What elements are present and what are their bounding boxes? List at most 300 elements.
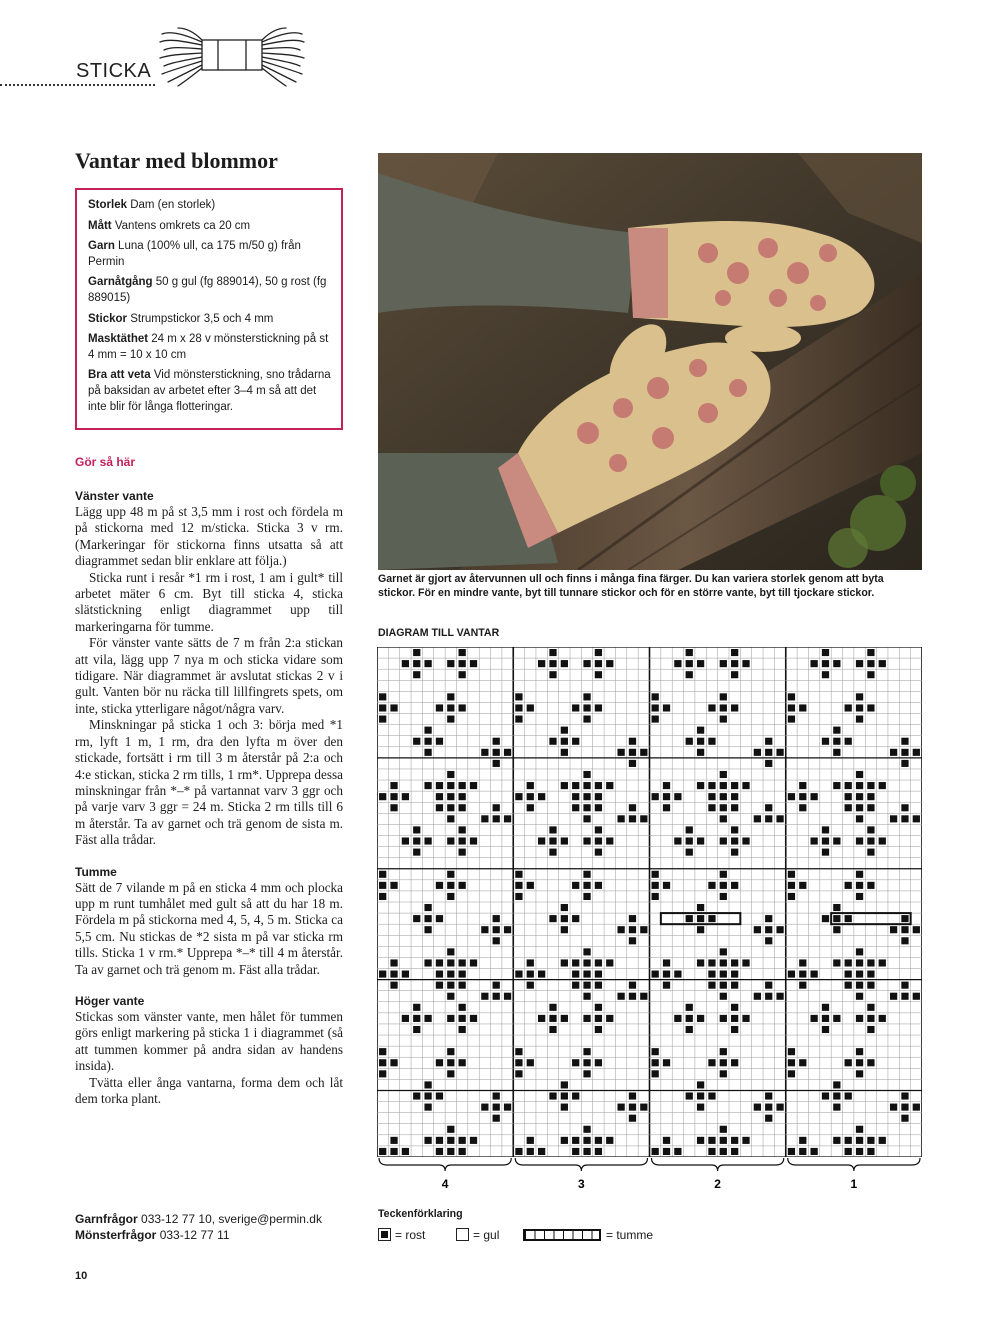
chart-stitch-rost (583, 982, 590, 989)
chart-stitch-rost (708, 882, 715, 889)
chart-stitch-rost (856, 1048, 863, 1055)
chart-stitch-rost (731, 1004, 738, 1011)
chart-stitch-rost (459, 649, 466, 656)
chart-stitch-rost (731, 971, 738, 978)
chart-stitch-rost (697, 660, 704, 667)
chart-stitch-rost (765, 815, 772, 822)
chart-stitch-rost (447, 793, 454, 800)
chart-stitch-rost (788, 893, 795, 900)
chart-stitch-rost (595, 1004, 602, 1011)
chart-stitch-rost (629, 815, 636, 822)
chart-stitch-rost (913, 815, 920, 822)
chart-stitch-rost (663, 704, 670, 711)
chart-stitch-rost (595, 1148, 602, 1155)
chart-stitch-rost (470, 660, 477, 667)
chart-stitch-rost (515, 893, 522, 900)
chart-stitch-rost (833, 738, 840, 745)
chart-stitch-rost (731, 959, 738, 966)
chart-stitch-rost (901, 815, 908, 822)
chart-stitch-rost (845, 1137, 852, 1144)
legend-item-gul (456, 1227, 499, 1242)
chart-stitch-rost (424, 904, 431, 911)
chart-stitch-rost (572, 738, 579, 745)
chart-stitch-rost (527, 882, 534, 889)
chart-stitch-rost (436, 882, 443, 889)
chart-stitch-rost (470, 782, 477, 789)
paragraph: Sticka runt i resår *1 rm i rost, 1 am i gult* till arbetet mäter 6 cm. Byt till sticka 4, sticka slätstickning enligt diagrammet upp till markeringarna för tumme. (75, 569, 343, 634)
chart-stitch-rost (629, 760, 636, 767)
chart-stitch-rost (379, 1070, 386, 1077)
chart-stitch-rost (527, 804, 534, 811)
chart-stitch-rost (697, 738, 704, 745)
chart-stitch-rost (708, 1137, 715, 1144)
chart-stitch-rost (856, 1059, 863, 1066)
chart-stitch-rost (845, 882, 852, 889)
chart-stitch-rost (459, 1026, 466, 1033)
chart-stitch-rost (845, 959, 852, 966)
chart-stitch-rost (720, 1126, 727, 1133)
chart-stitch-rost (822, 671, 829, 678)
chart-stitch-rost (436, 782, 443, 789)
chart-stitch-rost (538, 837, 545, 844)
needle-label: 4 (441, 1177, 449, 1191)
chart-stitch-rost (765, 982, 772, 989)
chart-stitch-rost (856, 793, 863, 800)
chart-stitch-rost (629, 982, 636, 989)
chart-stitch-rost (459, 1137, 466, 1144)
chart-stitch-rost (606, 1137, 613, 1144)
chart-stitch-rost (572, 1059, 579, 1066)
chart-stitch-rost (742, 837, 749, 844)
chart-stitch-rost (901, 804, 908, 811)
chart-stitch-rost (459, 804, 466, 811)
chart-stitch-rost (697, 1092, 704, 1099)
chart-stitch-rost (697, 782, 704, 789)
chart-stitch-rost (822, 1092, 829, 1099)
chart-stitch-rost (595, 1137, 602, 1144)
chart-stitch-rost (652, 716, 659, 723)
chart-stitch-rost (390, 882, 397, 889)
chart-stitch-rost (504, 993, 511, 1000)
chart-stitch-rost (617, 993, 624, 1000)
chart-stitch-rost (663, 982, 670, 989)
info-value: Strumpstickor 3,5 och 4 mm (130, 312, 274, 325)
chart-stitch-rost (515, 1059, 522, 1066)
chart-stitch-rost (572, 959, 579, 966)
chart-stitch-rost (402, 1148, 409, 1155)
info-measurement (88, 219, 331, 235)
chart-stitch-rost (595, 660, 602, 667)
chart-stitch-rost (708, 1148, 715, 1155)
chart-stitch-rost (424, 959, 431, 966)
chart-stitch-rost (720, 837, 727, 844)
chart-stitch-rost (765, 749, 772, 756)
chart-stitch-rost (379, 693, 386, 700)
chart-stitch-rost (845, 971, 852, 978)
chart-stitch-rost (867, 837, 874, 844)
chart-stitch-rost (765, 937, 772, 944)
chart-stitch-rost (731, 982, 738, 989)
chart-stitch-rost (708, 959, 715, 966)
chart-stitch-rost (459, 793, 466, 800)
info-label: Garnåtgång (88, 276, 153, 289)
chart-stitch-rost (720, 793, 727, 800)
chart-stitch-rost (595, 671, 602, 678)
chart-stitch-rost (595, 1015, 602, 1022)
chart-stitch-rost (595, 849, 602, 856)
chart-stitch-rost (390, 793, 397, 800)
chart-stitch-rost (720, 1137, 727, 1144)
needle-brace (379, 1158, 511, 1171)
chart-stitch-rost (390, 782, 397, 789)
chart-stitch-rost (515, 882, 522, 889)
chart-stitch-rost (788, 1059, 795, 1066)
chart-stitch-rost (459, 704, 466, 711)
chart-stitch-rost (447, 1137, 454, 1144)
chart-stitch-rost (652, 871, 659, 878)
chart-stitch-rost (481, 926, 488, 933)
chart-stitch-rost (867, 959, 874, 966)
page-title: Vantar med blommor (75, 148, 278, 173)
chart-stitch-rost (595, 782, 602, 789)
chart-stitch-rost (617, 815, 624, 822)
chart-stitch-rost (390, 704, 397, 711)
chart-stitch-rost (629, 1104, 636, 1111)
chart-stitch-rost (424, 1015, 431, 1022)
left-mitten-heading: Vänster vante (75, 489, 154, 503)
chart-stitch-rost (811, 971, 818, 978)
chart-stitch-rost (617, 926, 624, 933)
chart-stitch-rost (845, 1148, 852, 1155)
chart-stitch-rost (856, 871, 863, 878)
chart-stitch-rost (424, 1081, 431, 1088)
chart-stitch-rost (583, 948, 590, 955)
contact-value: 033-12 77 11 (159, 1228, 230, 1242)
legend-title: Teckenförklaring (378, 1208, 463, 1220)
chart-stitch-rost (901, 1115, 908, 1122)
thumb-heading: Tumme (75, 864, 117, 879)
chart-stitch-rost (720, 1059, 727, 1066)
chart-stitch-rost (561, 1092, 568, 1099)
chart-stitch-rost (402, 971, 409, 978)
chart-stitch-rost (856, 948, 863, 955)
chart-stitch-rost (708, 1059, 715, 1066)
chart-stitch-rost (663, 1059, 670, 1066)
chart-stitch-rost (493, 926, 500, 933)
chart-stitch-rost (561, 959, 568, 966)
chart-stitch-rost (856, 716, 863, 723)
right-mitten-heading: Höger vante (75, 993, 145, 1008)
chart-stitch-rost (390, 1148, 397, 1155)
chart-stitch-rost (845, 1092, 852, 1099)
chart-stitch-rost (447, 771, 454, 778)
chart-stitch-rost (811, 793, 818, 800)
chart-stitch-rost (561, 1015, 568, 1022)
chart-stitch-rost (493, 1115, 500, 1122)
instructions-column (75, 455, 343, 1107)
chart-stitch-rost (652, 793, 659, 800)
chart-stitch-rost (856, 782, 863, 789)
chart-stitch-rost (833, 749, 840, 756)
chart-stitch-rost (379, 893, 386, 900)
chart-stitch-rost (742, 1015, 749, 1022)
chart-stitch-rost (379, 971, 386, 978)
chart-stitch-rost (799, 882, 806, 889)
chart-stitch-rost (822, 738, 829, 745)
chart-stitch-rost (867, 793, 874, 800)
chart-stitch-rost (493, 993, 500, 1000)
chart-stitch-rost (652, 1070, 659, 1077)
chart-stitch-rost (686, 1092, 693, 1099)
chart-stitch-rost (583, 1137, 590, 1144)
chart-stitch-rost (867, 849, 874, 856)
chart-stitch-rost (731, 1015, 738, 1022)
chart-stitch-rost (720, 1070, 727, 1077)
chart-stitch-rost (833, 1081, 840, 1088)
legend-item-rost (378, 1227, 425, 1242)
chart-stitch-rost (845, 982, 852, 989)
chart-stitch-rost (901, 749, 908, 756)
chart-stitch-rost (856, 893, 863, 900)
chart-stitch-rost (379, 793, 386, 800)
chart-stitch-rost (799, 793, 806, 800)
contact-label: Garnfrågor (75, 1212, 138, 1226)
chart-stitch-rost (549, 671, 556, 678)
chart-stitch-rost (583, 793, 590, 800)
chart-stitch-rost (765, 915, 772, 922)
chart-stitch-rost (720, 1048, 727, 1055)
chart-stitch-rost (833, 1015, 840, 1022)
chart-stitch-rost (527, 959, 534, 966)
chart-stitch-rost (390, 982, 397, 989)
chart-stitch-rost (879, 782, 886, 789)
chart-stitch-rost (799, 704, 806, 711)
chart-stitch-rost (867, 882, 874, 889)
chart-stitch-rost (663, 959, 670, 966)
chart-stitch-rost (583, 971, 590, 978)
chart-stitch-rost (447, 971, 454, 978)
chart-stitch-rost (901, 760, 908, 767)
chart-stitch-rost (459, 971, 466, 978)
chart-stitch-rost (686, 738, 693, 745)
chart-stitch-rost (776, 926, 783, 933)
chart-stitch-rost (595, 882, 602, 889)
chart-stitch-rost (606, 782, 613, 789)
chart-stitch-rost (776, 993, 783, 1000)
chart-stitch-rost (629, 804, 636, 811)
chart-stitch-rost (436, 915, 443, 922)
chart-stitch-rost (493, 738, 500, 745)
chart-stitch-rost (697, 1137, 704, 1144)
chart-stitch-rost (447, 982, 454, 989)
chart-stitch-rost (731, 660, 738, 667)
chart-stitch-rost (697, 1104, 704, 1111)
chart-stitch-rost (436, 1059, 443, 1066)
chart-stitch-rost (833, 727, 840, 734)
paragraph: Tvätta eller ånga vantarna, forma dem och låt dem torka plant. (75, 1074, 343, 1106)
chart-stitch-rost (436, 971, 443, 978)
chart-stitch-rost (447, 1059, 454, 1066)
legend (378, 1227, 778, 1245)
chart-stitch-rost (833, 660, 840, 667)
chart-stitch-rost (788, 793, 795, 800)
chart-stitch-rost (538, 793, 545, 800)
chart-stitch-rost (674, 1148, 681, 1155)
chart-stitch-rost (833, 1137, 840, 1144)
chart-stitch-rost (515, 1148, 522, 1155)
chart-stitch-rost (708, 1092, 715, 1099)
chart-stitch-rost (413, 671, 420, 678)
diagram-title: DIAGRAM TILL VANTAR (378, 627, 500, 639)
chart-stitch-rost (629, 926, 636, 933)
chart-stitch-rost (856, 804, 863, 811)
chart-stitch-rost (424, 1104, 431, 1111)
chart-stitch-rost (720, 1148, 727, 1155)
chart-stitch-rost (515, 704, 522, 711)
chart-stitch-rost (720, 804, 727, 811)
chart-stitch-rost (459, 837, 466, 844)
chart-stitch-rost (424, 1092, 431, 1099)
chart-stitch-rost (708, 804, 715, 811)
chart-stitch-rost (459, 1004, 466, 1011)
chart-stitch-rost (583, 882, 590, 889)
chart-stitch-rost (379, 1048, 386, 1055)
chart-stitch-rost (811, 837, 818, 844)
paragraph: Minskningar på sticka 1 och 3: börja med *1 rm, lyft 1 m, 1 rm, dra den lyfta m över den stickade, fortsätt i rm till 3 m återstår på 2:a och 4:e stickan, sticka 2 rm tills, 1 rm*. Upprepa dessa minskningar från *–* på vartannat varv 3 ggr och på varje varv 3 ggr = 24 m. Sticka 2 rm tills till 6 m återstår. Ta av garnet och trä genom de sista m. Fäst alla trådar. (75, 717, 343, 848)
chart-stitch-rost (731, 804, 738, 811)
chart-stitch-rost (822, 826, 829, 833)
chart-stitch-rost (788, 704, 795, 711)
chart-stitch-rost (674, 660, 681, 667)
chart-stitch-rost (561, 837, 568, 844)
chart-stitch-rost (879, 1137, 886, 1144)
chart-stitch-rost (663, 804, 670, 811)
chart-stitch-rost (720, 882, 727, 889)
chart-stitch-rost (515, 871, 522, 878)
chart-stitch-rost (856, 971, 863, 978)
chart-stitch-rost (720, 971, 727, 978)
info-yarn (88, 239, 331, 270)
chart-stitch-rost (595, 971, 602, 978)
chart-stitch-rost (867, 704, 874, 711)
chart-stitch-rost (879, 837, 886, 844)
info-yarn-amount (88, 275, 331, 306)
chart-stitch-rost (413, 649, 420, 656)
chart-stitch-rost (481, 749, 488, 756)
chart-stitch-rost (799, 971, 806, 978)
chart-stitch-rost (606, 660, 613, 667)
chart-stitch-rost (822, 649, 829, 656)
chart-stitch-rost (424, 660, 431, 667)
chart-stitch-rost (447, 837, 454, 844)
chart-stitch-rost (663, 1148, 670, 1155)
chart-stitch-rost (504, 926, 511, 933)
chart-stitch-rost (583, 871, 590, 878)
chart-stitch-rost (583, 782, 590, 789)
chart-stitch-rost (583, 1126, 590, 1133)
chart-stitch-rost (549, 837, 556, 844)
chart-stitch-rost (561, 904, 568, 911)
chart-stitch-rost (572, 915, 579, 922)
chart-stitch-rost (436, 1148, 443, 1155)
chart-stitch-rost (583, 959, 590, 966)
chart-stitch-rost (527, 1059, 534, 1066)
chart-stitch-rost (549, 915, 556, 922)
chart-stitch-rost (652, 1148, 659, 1155)
chart-stitch-rost (856, 771, 863, 778)
chart-stitch-rost (549, 1015, 556, 1022)
thumb-marker-icon (523, 1229, 601, 1241)
chart-stitch-rost (822, 915, 829, 922)
chart-stitch-rost (833, 837, 840, 844)
chart-stitch-rost (845, 915, 852, 922)
chart-stitch-rost (845, 738, 852, 745)
chart-stitch-rost (527, 982, 534, 989)
chart-stitch-rost (583, 1059, 590, 1066)
chart-stitch-rost (583, 804, 590, 811)
chart-stitch-rost (515, 1048, 522, 1055)
chart-stitch-rost (822, 660, 829, 667)
chart-stitch-rost (856, 982, 863, 989)
info-value: 50 g gul (fg 889014), 50 g rost (fg 889015) (88, 276, 327, 304)
chart-stitch-rost (595, 704, 602, 711)
chart-stitch-rost (549, 649, 556, 656)
chart-stitch-rost (436, 793, 443, 800)
chart-stitch-rost (629, 738, 636, 745)
chart-stitch-rost (720, 815, 727, 822)
chart-stitch-rost (697, 959, 704, 966)
chart-stitch-rost (447, 693, 454, 700)
chart-stitch-rost (561, 1137, 568, 1144)
chart-stitch-rost (549, 1004, 556, 1011)
chart-stitch-rost (493, 982, 500, 989)
chart-stitch-rost (856, 1070, 863, 1077)
chart-stitch-rost (459, 982, 466, 989)
info-label: Storlek (88, 199, 127, 211)
chart-stitch-rost (697, 915, 704, 922)
chart-stitch-rost (515, 793, 522, 800)
chart-stitch-rost (822, 1015, 829, 1022)
chart-stitch-rost (833, 926, 840, 933)
chart-stitch-rost (583, 716, 590, 723)
chart-stitch-rost (583, 1148, 590, 1155)
chart-stitch-rost (674, 971, 681, 978)
chart-stitch-rost (731, 1148, 738, 1155)
chart-stitch-rost (652, 893, 659, 900)
paragraph: Stickas som vänster vante, men hålet för tummen görs enligt markering på sticka 1 i diagrammet (så att tummen kommer på andra sidan av handens insida). (75, 1008, 343, 1074)
chart-stitch-rost (856, 959, 863, 966)
chart-stitch-rost (788, 1070, 795, 1077)
chart-stitch-rost (788, 716, 795, 723)
chart-stitch-rost (470, 1015, 477, 1022)
chart-stitch-rost (481, 815, 488, 822)
chart-stitch-rost (845, 782, 852, 789)
chart-stitch-rost (708, 915, 715, 922)
chart-stitch-rost (538, 1148, 545, 1155)
info-value: 24 m x 28 v mönsterstickning på st 4 mm = 10 x 10 cm (88, 333, 329, 361)
chart-stitch-rost (424, 749, 431, 756)
chart-stitch-rost (413, 1092, 420, 1099)
chart-stitch-rost (697, 926, 704, 933)
chart-stitch-rost (845, 1059, 852, 1066)
chart-stitch-rost (867, 660, 874, 667)
chart-stitch-rost (867, 1004, 874, 1011)
chart-stitch-rost (731, 1026, 738, 1033)
legend-item-tumme (523, 1227, 653, 1242)
chart-stitch-rost (652, 704, 659, 711)
chart-stitch-rost (867, 1137, 874, 1144)
chart-stitch-rost (686, 826, 693, 833)
